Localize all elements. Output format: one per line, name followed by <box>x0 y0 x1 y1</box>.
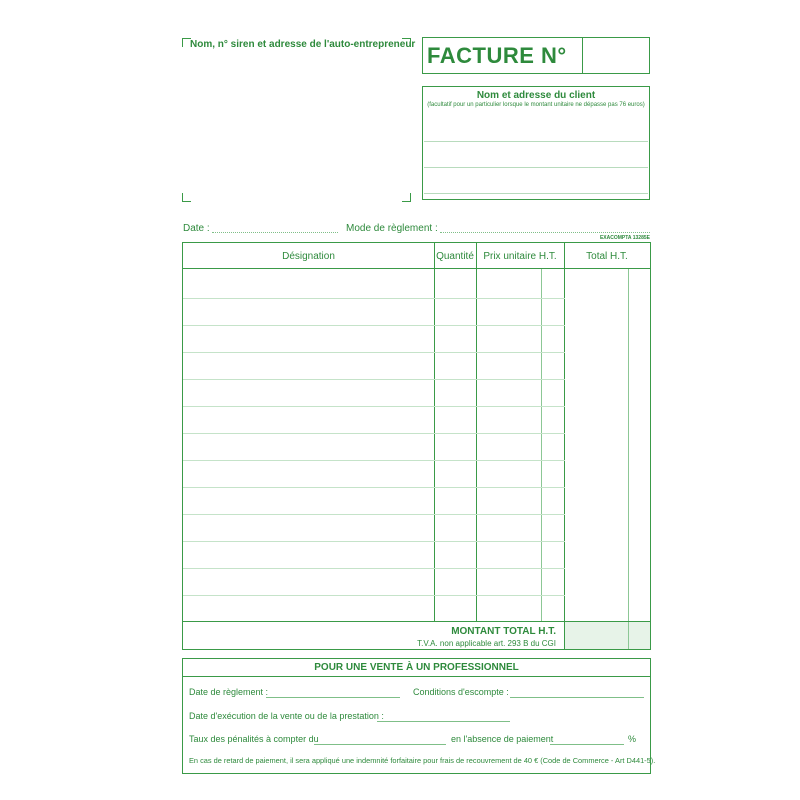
column-divider <box>434 243 435 621</box>
professional-title: POUR UNE VENTE À UN PROFESSIONNEL <box>314 662 519 673</box>
table-row[interactable] <box>183 541 565 542</box>
invoice-title: FACTURE N° <box>427 43 567 68</box>
column-divider <box>564 243 565 649</box>
table-row[interactable] <box>183 352 565 353</box>
execution-date-label: Date d'exécution de la vente ou de la prestation : <box>189 711 384 721</box>
penalty-date-field[interactable] <box>314 744 446 745</box>
table-row[interactable] <box>183 487 565 488</box>
client-line <box>424 141 648 142</box>
table-row[interactable] <box>183 568 565 569</box>
penalty-rate-field[interactable] <box>550 744 624 745</box>
penalty-label: Taux des pénalités à compter du <box>189 734 319 744</box>
table-row[interactable] <box>183 325 565 326</box>
sender-label: Nom, n° siren et adresse de l'auto-entrepreneur <box>190 39 416 50</box>
items-table <box>182 242 651 650</box>
table-row[interactable] <box>183 514 565 515</box>
execution-date-field[interactable] <box>377 721 510 722</box>
cents-divider <box>628 269 629 649</box>
invoice-number-divider <box>582 37 583 74</box>
header-total: Total H.T. <box>586 251 628 262</box>
pro-title-divider <box>183 676 650 677</box>
client-note: (facultatif pour un particulier lorsque le montant unitaire ne dépasse pas 76 euros) <box>427 102 645 108</box>
cents-divider <box>628 622 629 649</box>
table-row[interactable] <box>183 433 565 434</box>
date-field[interactable] <box>212 232 338 233</box>
column-divider <box>476 243 477 621</box>
late-payment-note: En cas de retard de paiement, il sera appliqué une indemnité forfaitaire pour frais de recouvrement de 40 € (Code de Commerce - Art D441-5). <box>189 756 656 765</box>
client-line <box>424 193 648 194</box>
settlement-date-label: Date de règlement : <box>189 687 269 697</box>
table-row[interactable] <box>183 406 565 407</box>
corner-mark-bottom-right <box>402 193 411 202</box>
percent-sign: % <box>628 734 637 744</box>
table-row[interactable] <box>183 379 565 380</box>
header-designation: Désignation <box>282 251 335 262</box>
invoice-number-field[interactable] <box>584 40 648 70</box>
tva-note: T.V.A. non applicable art. 293 B du CGI <box>417 639 556 648</box>
header-unit-price: Prix unitaire H.T. <box>483 251 557 262</box>
penalty-mid-label: en l'absence de paiement <box>451 734 554 744</box>
discount-field[interactable] <box>510 697 644 698</box>
corner-mark-top-right <box>402 38 411 47</box>
client-title: Nom et adresse du client <box>476 90 596 101</box>
payment-mode-label: Mode de règlement : <box>346 223 438 234</box>
total-label: MONTANT TOTAL H.T. <box>451 626 556 637</box>
total-cell[interactable] <box>565 622 650 649</box>
client-line <box>424 167 648 168</box>
table-row[interactable] <box>183 595 565 596</box>
header-quantity: Quantité <box>436 251 474 262</box>
payment-mode-field[interactable] <box>440 232 650 233</box>
corner-mark-bottom-left <box>182 193 191 202</box>
reference-code: EXACOMPTA 13285E <box>599 235 650 241</box>
table-row[interactable] <box>183 460 565 461</box>
date-label: Date : <box>183 223 210 234</box>
settlement-date-field[interactable] <box>266 697 400 698</box>
discount-label: Conditions d'escompte : <box>413 687 509 697</box>
table-header-row <box>183 268 650 269</box>
table-row[interactable] <box>183 298 565 299</box>
